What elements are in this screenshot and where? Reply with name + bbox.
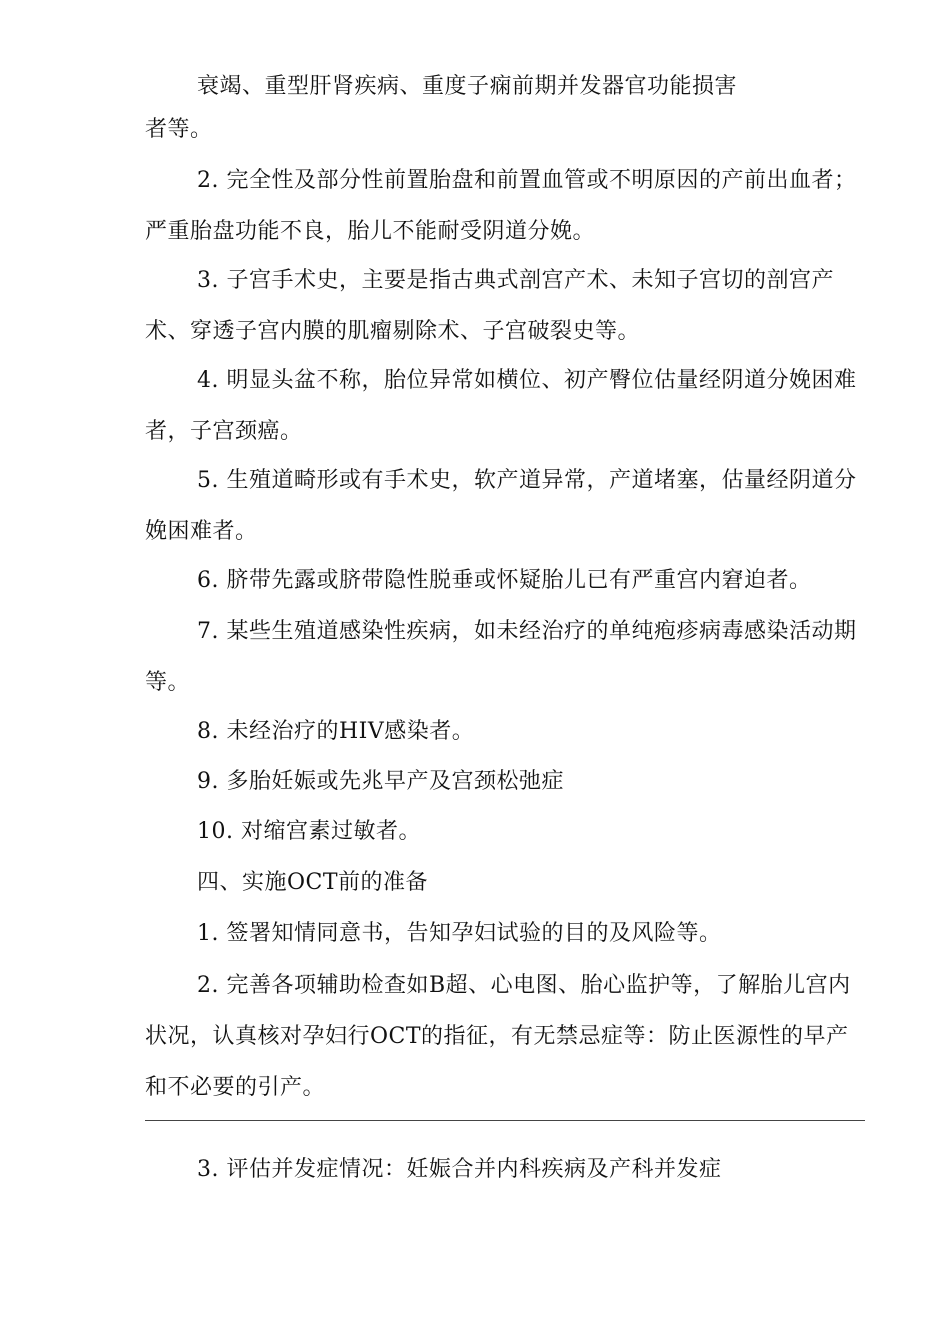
footnote-divider (145, 1120, 865, 1121)
paragraph-item-4: 4. 明显头盆不称，胎位异常如横位、初产臀位估量经阴道分娩困难者，子宫颈癌。 (145, 368, 857, 444)
paragraph-item-7: 7. 某些生殖道感染性疾病，如未经治疗的单纯疱疹病毒感染活动期等。 (145, 619, 857, 695)
paragraph-item-2: 2. 完全性及部分性前置胎盘和前置血管或不明原因的产前出血者；严重胎盘功能不良，胎儿不能耐受阴道分娩。 (145, 168, 857, 244)
paragraph-prep-2: 2. 完善各项辅助检查如B超、心电图、胎心监护等，了解胎儿宫内状况，认真核对孕妇行OCT的指征，有无禁忌症等：防止医源性的早产和不必要的引产。 (145, 973, 851, 1100)
paragraph-item-5: 5. 生殖道畸形或有手术史，软产道异常，产道堵塞，估量经阴道分娩困难者。 (145, 468, 857, 544)
paragraph-item-8: 8. 未经治疗的HIV感染者。 (197, 719, 475, 744)
paragraph-item-6: 6. 脐带先露或脐带隐性脱垂或怀疑胎儿已有严重宫内窘迫者。 (197, 568, 812, 593)
paragraph-continued-line-2: 者等。 (145, 117, 213, 142)
paragraph-continued-line-1: 衰竭、重型肝肾疾病、重度子痫前期并发器官功能损害 (197, 74, 738, 99)
paragraph-item-3: 3. 子宫手术史，主要是指古典式剖宫产术、未知子宫切的剖宫产术、穿透子宫内膜的肌瘤剔除术、子宫破裂史等。 (145, 268, 834, 344)
section-heading-oct-preparation: 四、实施OCT前的准备 (197, 870, 429, 895)
paragraph-prep-1: 1. 签署知情同意书，告知孕妇试验的目的及风险等。 (197, 921, 722, 946)
paragraph-item-9: 9. 多胎妊娠或先兆早产及宫颈松弛症 (197, 769, 564, 794)
footnote-text: 3. 评估并发症情况：妊娠合并内科疾病及产科并发症 (197, 1157, 722, 1182)
paragraph-item-10: 10. 对缩宫素过敏者。 (197, 819, 421, 844)
